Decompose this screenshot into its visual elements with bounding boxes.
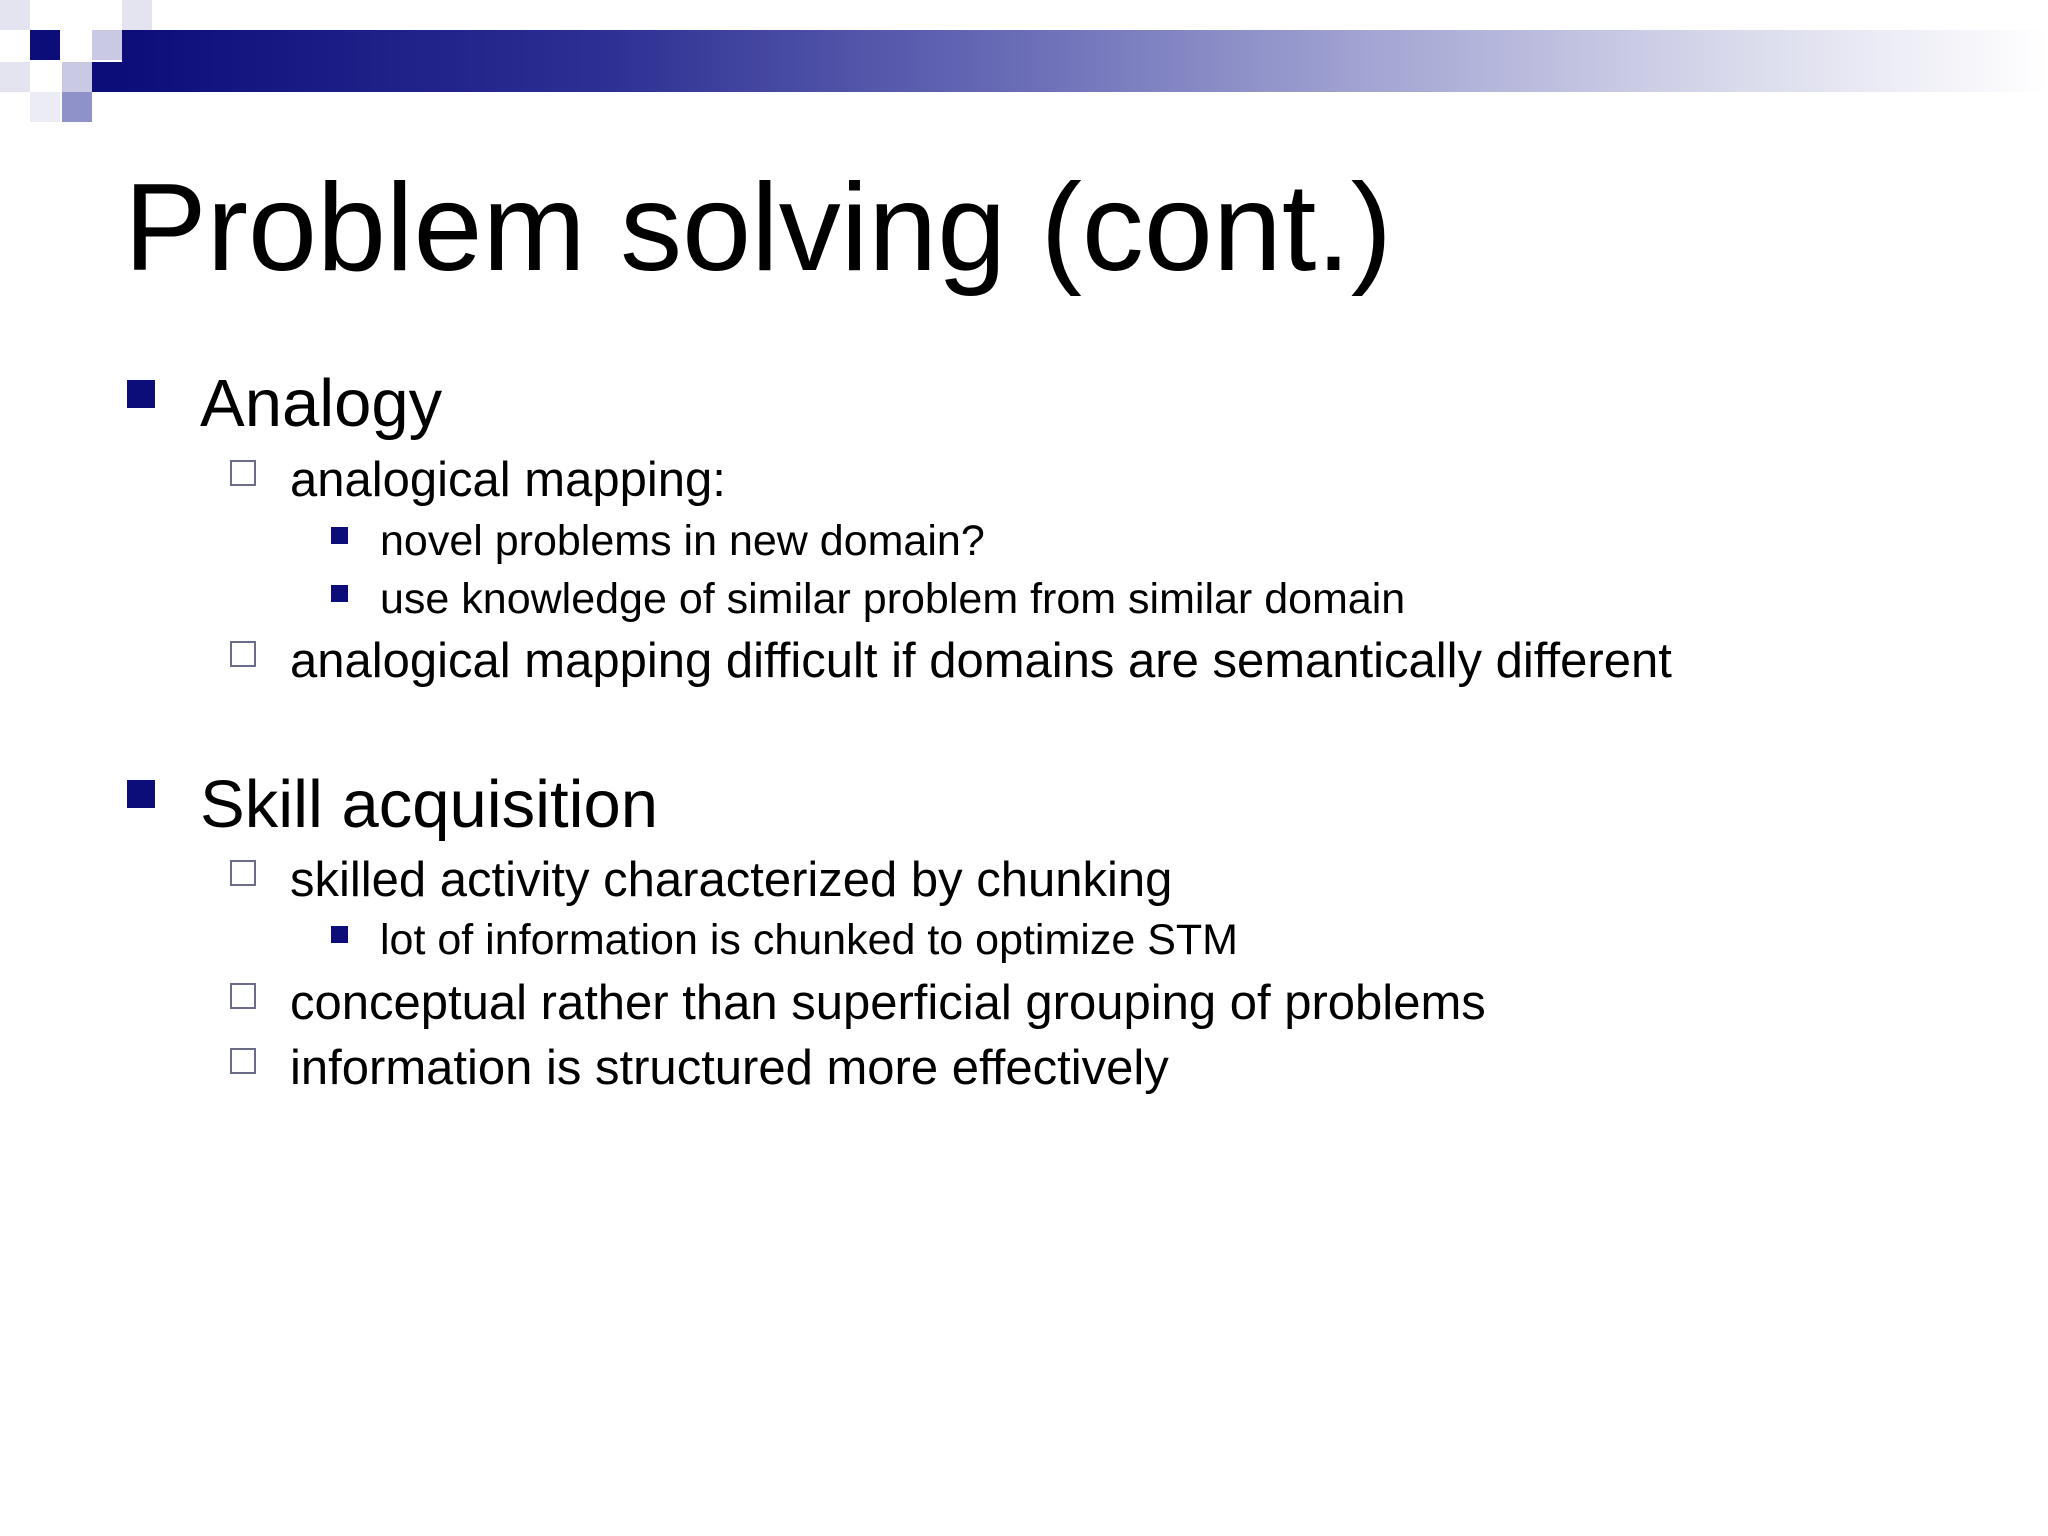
hollow-square-bullet-icon [230,860,256,886]
bullet-level2: skilled activity characterized by chunking [290,853,1173,907]
slide-title: Problem solving (cont.) [124,159,1393,297]
bullet-level1: Skill acquisition [200,767,659,842]
hollow-square-bullet-icon [230,460,256,486]
square-bullet-icon [127,780,155,808]
small-square-bullet-icon [331,527,348,544]
bullet-level2: conceptual rather than superficial grouping of problems [290,976,1486,1030]
bullet-level3: novel problems in new domain? [380,517,985,565]
hollow-square-bullet-icon [230,641,256,667]
bullet-level1: Analogy [200,366,443,441]
hollow-square-bullet-icon [230,1048,256,1074]
bullet-level2: analogical mapping: [290,453,726,507]
square-bullet-icon [127,380,155,408]
small-square-bullet-icon [331,585,348,602]
small-square-bullet-icon [331,926,348,943]
bullet-level3: lot of information is chunked to optimize STM [380,916,1238,964]
hollow-square-bullet-icon [230,983,256,1009]
bullet-level2: analogical mapping difficult if domains are semantically different [290,634,1672,688]
bullet-level2: information is structured more effectively [290,1041,1169,1095]
bullet-level3: use knowledge of similar problem from similar domain [380,575,1406,623]
